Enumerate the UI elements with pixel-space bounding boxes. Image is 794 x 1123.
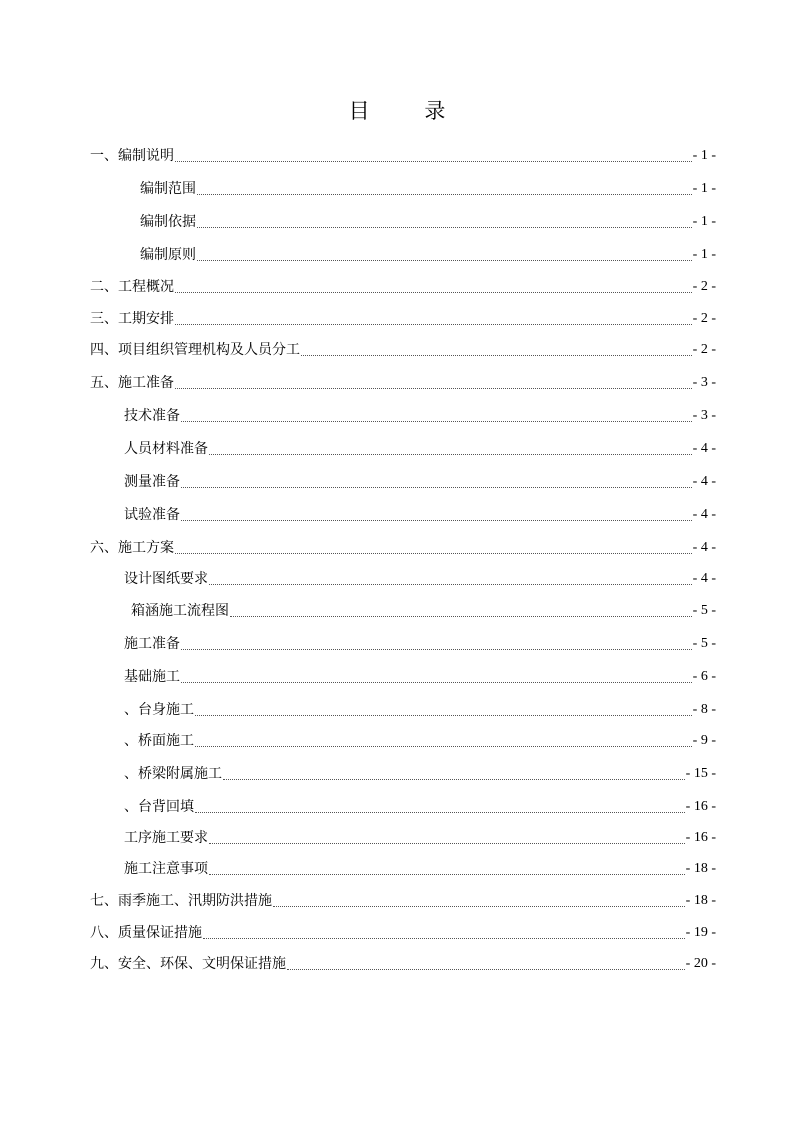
toc-entry[interactable] (90, 269, 716, 297)
toc-entry-page: - 15 - (685, 766, 716, 781)
toc-entry[interactable] (124, 851, 716, 879)
toc-entry-page: - 5 - (692, 603, 716, 618)
toc-entry[interactable] (90, 946, 716, 974)
toc-entry-label: 测量准备 (124, 474, 180, 490)
toc-entry-page: - 18 - (685, 893, 716, 908)
toc-entry-page: - 5 - (692, 636, 716, 651)
toc-leader (273, 906, 685, 907)
toc-entry-label: 八、质量保证措施 (90, 925, 202, 941)
toc-leader (195, 812, 685, 813)
toc-leader (181, 421, 692, 422)
toc-entry[interactable] (124, 626, 716, 654)
toc-entry[interactable] (124, 723, 716, 751)
toc-entry-label: 编制原则 (140, 247, 196, 263)
toc-leader (195, 715, 692, 716)
toc-entry-page: - 20 - (685, 956, 716, 971)
toc-entry[interactable] (124, 659, 716, 687)
toc-entry[interactable] (124, 756, 716, 784)
toc-entry-page: - 4 - (692, 540, 716, 555)
toc-entry-label: 施工注意事项 (124, 861, 208, 877)
toc-leader (175, 292, 692, 293)
toc-entry-page: - 6 - (692, 669, 716, 684)
toc-leader (209, 584, 692, 585)
toc-leader (197, 260, 692, 261)
toc-entry-label: 、台身施工 (124, 702, 194, 718)
toc-entry-label: 五、施工准备 (90, 375, 174, 391)
toc-entry-label: 九、安全、环保、文明保证措施 (90, 956, 286, 972)
toc-entry[interactable] (124, 692, 716, 720)
toc-entry-label: 试验准备 (124, 507, 180, 523)
toc-entry-label: 四、项目组织管理机构及人员分工 (90, 342, 300, 358)
toc-entry-label: 、台背回填 (124, 799, 194, 815)
toc-entry-label: 、桥面施工 (124, 733, 194, 749)
toc-entry-page: - 4 - (692, 441, 716, 456)
toc-entry[interactable] (90, 365, 716, 393)
toc-entry-label: 、桥梁附属施工 (124, 766, 222, 782)
toc-entry-page: - 4 - (692, 507, 716, 522)
toc-entry[interactable] (90, 883, 716, 911)
toc-leader (175, 161, 692, 162)
toc-entry-page: - 8 - (692, 702, 716, 717)
toc-leader (209, 843, 685, 844)
toc-entry[interactable] (124, 497, 716, 525)
toc-entry[interactable] (140, 171, 716, 199)
toc-title: 目 录 (348, 99, 470, 123)
toc-leader (175, 553, 692, 554)
toc-entry-label: 六、施工方案 (90, 540, 174, 556)
toc-entry[interactable] (90, 915, 716, 943)
toc-entry-page: - 1 - (692, 181, 716, 196)
toc-leader (181, 520, 692, 521)
toc-leader (209, 454, 692, 455)
toc-entry-label: 工序施工要求 (124, 830, 208, 846)
toc-entry-page: - 1 - (692, 148, 716, 163)
toc-entry-label: 七、雨季施工、汛期防洪措施 (90, 893, 272, 909)
toc-entry-label: 人员材料准备 (124, 441, 208, 457)
toc-leader (287, 969, 685, 970)
toc-leader (209, 874, 685, 875)
toc-entry-page: - 18 - (685, 861, 716, 876)
toc-entry-label: 基础施工 (124, 669, 180, 685)
toc-leader (175, 324, 692, 325)
toc-entry-page: - 16 - (685, 799, 716, 814)
toc-entry-page: - 1 - (692, 214, 716, 229)
toc-entry-page: - 2 - (692, 311, 716, 326)
toc-leader (195, 746, 692, 747)
toc-leader (181, 649, 692, 650)
toc-entry[interactable] (140, 204, 716, 232)
toc-entry-page: - 2 - (692, 342, 716, 357)
toc-entry-label: 编制依据 (140, 214, 196, 230)
toc-entry-page: - 1 - (692, 247, 716, 262)
toc-entry-page: - 2 - (692, 279, 716, 294)
toc-entry[interactable] (124, 561, 716, 589)
toc-entry-label: 箱涵施工流程图 (131, 603, 229, 619)
toc-entry-label: 一、编制说明 (90, 148, 174, 164)
toc-entry[interactable] (124, 820, 716, 848)
toc-entry-page: - 16 - (685, 830, 716, 845)
toc-entry-page: - 3 - (692, 408, 716, 423)
toc-entry-label: 编制范围 (140, 181, 196, 197)
toc-entry-label: 技术准备 (124, 408, 180, 424)
toc-leader (197, 227, 692, 228)
toc-entry[interactable] (90, 138, 716, 166)
toc-entry-page: - 19 - (685, 925, 716, 940)
toc-entry[interactable] (140, 237, 716, 265)
toc-leader (197, 194, 692, 195)
toc-entry[interactable] (124, 431, 716, 459)
toc-leader (301, 355, 692, 356)
toc-entry[interactable] (131, 593, 716, 621)
toc-entry-label: 设计图纸要求 (124, 571, 208, 587)
toc-entry-page: - 9 - (692, 733, 716, 748)
toc-entry[interactable] (124, 398, 716, 426)
toc-entry[interactable] (124, 464, 716, 492)
toc-leader (230, 616, 692, 617)
toc-entry-page: - 4 - (692, 474, 716, 489)
toc-entry-label: 二、工程概况 (90, 279, 174, 295)
toc-leader (181, 682, 692, 683)
toc-leader (175, 388, 692, 389)
toc-entry[interactable] (124, 789, 716, 817)
toc-leader (203, 938, 685, 939)
toc-entry[interactable] (90, 530, 716, 558)
toc-entry[interactable] (90, 301, 716, 329)
toc-leader (223, 779, 685, 780)
toc-entry[interactable] (90, 332, 716, 360)
toc-entry-label: 施工准备 (124, 636, 180, 652)
toc-entry-page: - 4 - (692, 571, 716, 586)
toc-entry-page: - 3 - (692, 375, 716, 390)
toc-leader (181, 487, 692, 488)
toc-entry-label: 三、工期安排 (90, 311, 174, 327)
